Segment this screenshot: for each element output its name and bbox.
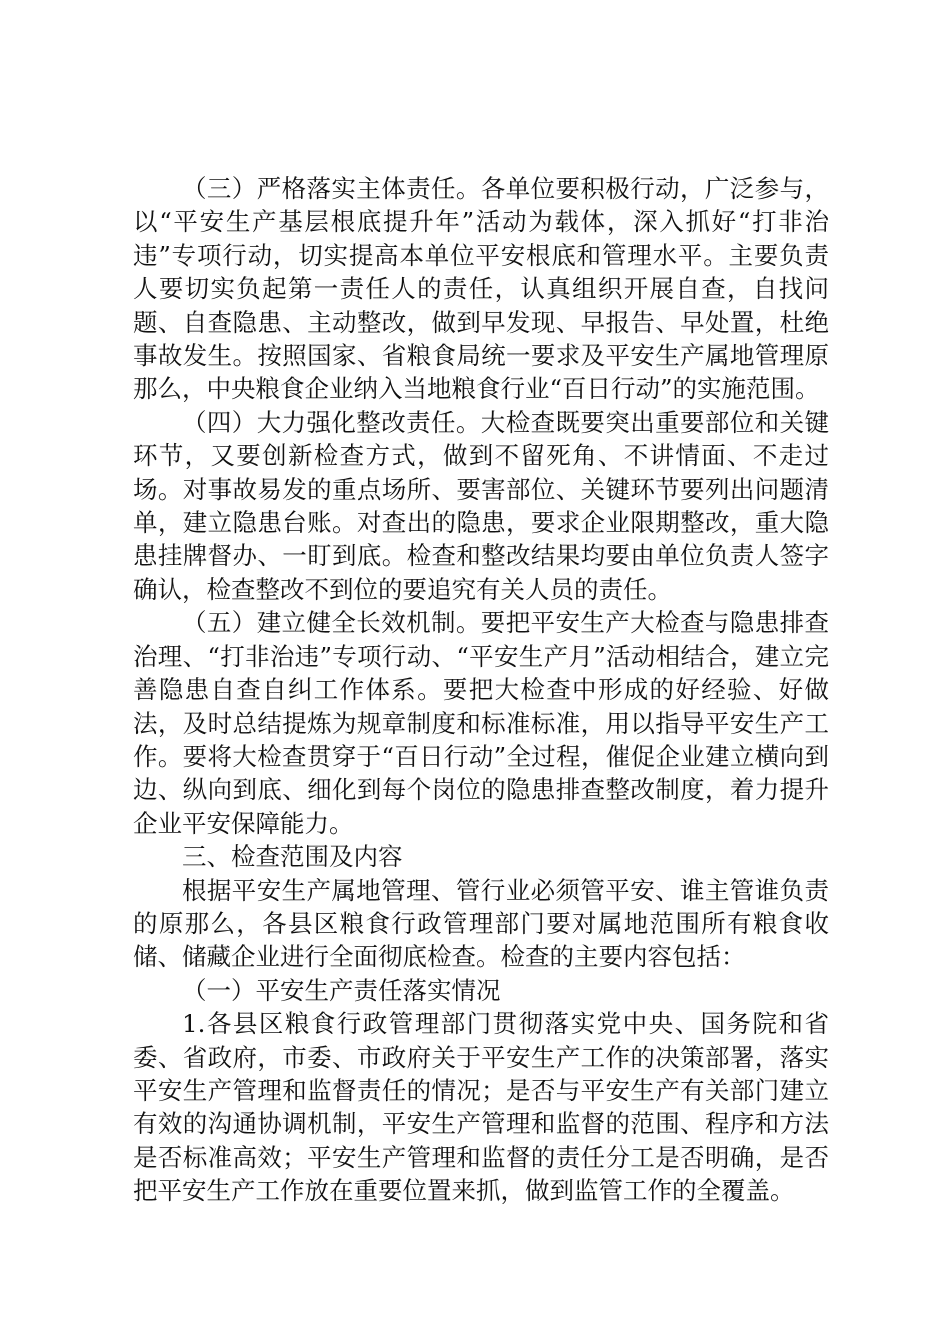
paragraph-item-1: 1.各县区粮食行政管理部门贯彻落实党中央、国务院和省委、省政府，市委、市政府关于平安生产工作的决策部署，落实平安生产管理和监督责任的情况；是否与平安生产有关部门建立有效的沟通协调机制，平安生产管理和监督的范围、程序和方法是否标准高效；平安生产管理和监督的责任分工是否明确，是否把平安生产工作放在重要位置来抓，做到监管工作的全覆盖。 (133, 1009, 829, 1206)
paragraph-long-term-mechanism: （五）建立健全长效机制。要把平安生产大检查与隐患排查治理、“打非治违”专项行动、“平安生产月”活动相结合，建立完善隐患自查自纠工作体系。要把大检查中形成的好经验、好做法，及时总结提炼为规章制度和标准标准，用以指导平安生产工作。要将大检查贯穿于“百日行动”全过程，催促企业建立横向到边、纵向到底、细化到每个岗位的隐患排查整改制度，着力提升企业平安保障能力。 (133, 608, 829, 838)
document-body (133, 172, 829, 1208)
paragraph-inspection-scope: 根据平安生产属地管理、管行业必须管平安、谁主管谁负责的原那么，各县区粮食行政管理部门要对属地范围所有粮食收储、储藏企业进行全面彻底检查。检查的主要内容包括： (133, 875, 829, 972)
section-heading-inspection-scope: 三、检查范围及内容 (182, 842, 403, 872)
paragraph-rectification-responsibility: （四）大力强化整改责任。大检查既要突出重要部位和关键环节，又要创新检查方式，做到不留死角、不讲情面、不走过场。对事故易发的重点场所、要害部位、关键环节要列出问题清单，建立隐患台账。对查出的隐患，要求企业限期整改，重大隐患挂牌督办、一盯到底。检查和整改结果均要由单位负责人签字确认，检查整改不到位的要追究有关人员的责任。 (133, 407, 829, 604)
paragraph-main-responsibility: （三）严格落实主体责任。各单位要积极行动，广泛参与，以“平安生产基层根底提升年”活动为载体，深入抓好“打非治违”专项行动，切实提高本单位平安根底和管理水平。主要负责人要切实负起第一责任人的责任，认真组织开展自查，自找问题、自查隐患、主动整改，做到早发现、早报告、早处置，杜绝事故发生。按照国家、省粮食局统一要求及平安生产属地管理原那么，中央粮食企业纳入当地粮食行业“百日行动”的实施范围。 (133, 174, 829, 404)
subheading-safety-responsibility: （一）平安生产责任落实情况 (182, 975, 501, 1005)
